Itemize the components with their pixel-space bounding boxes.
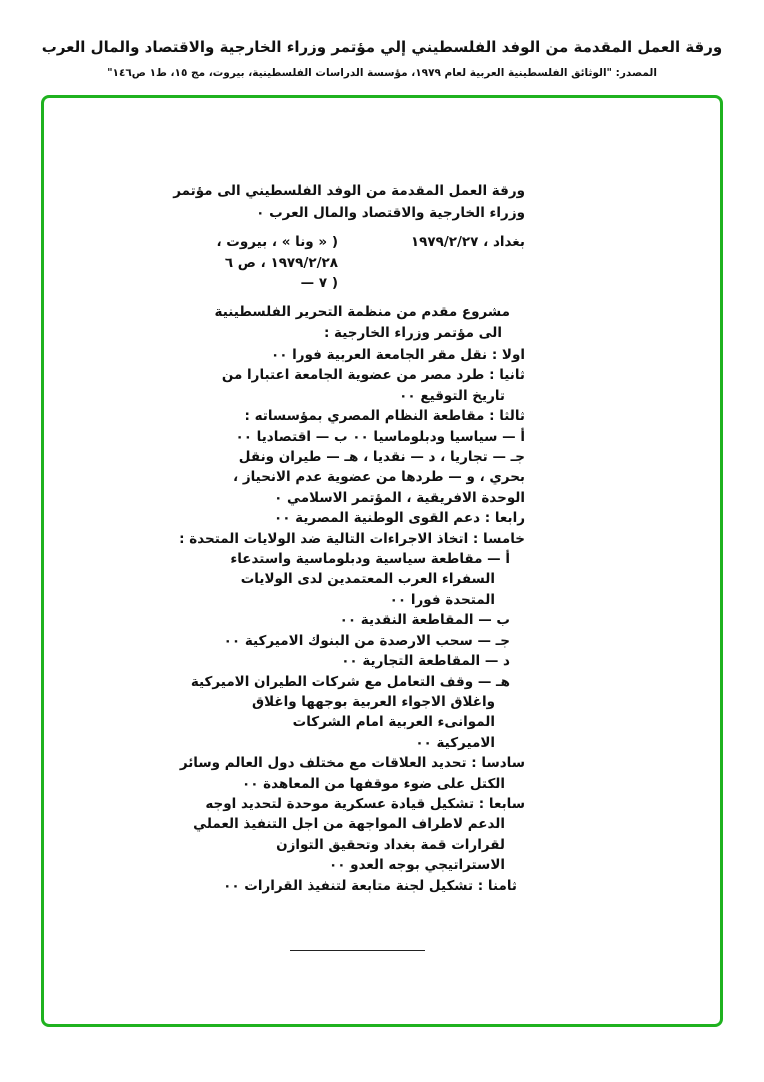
body-line: الاستراتيجي بوجه العدو ٠٠ (329, 857, 505, 874)
body-line: الموانىء العربية امام الشركات (292, 714, 495, 731)
end-rule (290, 950, 425, 951)
body-line: الوحدة الافريقية ، المؤتمر الاسلامي ٠ (274, 489, 525, 506)
document-body (179, 345, 525, 896)
body-line: هـ — وقف التعامل مع شركات الطيران الاميركية (190, 673, 510, 690)
body-line: بحري ، و — طردها من عضوية عدم الانحياز ، (233, 469, 525, 486)
body-line: جـ — تجاريا ، د — نقديا ، هـ — طيران ونقل (238, 449, 525, 466)
body-line: أ — سياسيا ودبلوماسيا ٠٠ ب — اقتصاديا ٠٠ (235, 428, 525, 445)
section-heading (215, 302, 510, 344)
body-line: ثامنا : تشكيل لجنة متابعة لتنفيذ القرارات ٠٠ (223, 877, 517, 894)
page-title: ورقة العمل المقدمة من الوفد الفلسطيني إلي مؤتمر وزراء الخارجية والاقتصاد والمال العرب (41, 38, 723, 56)
citation-line: ( ٧ — (300, 275, 338, 291)
body-line: الدعم لاطراف المواجهة من اجل التنفيذ العملي (193, 816, 505, 833)
body-line: لقرارات قمة بغداد وتحقيق التوازن (276, 836, 505, 853)
heading-line: مشروع مقدم من منظمة التحرير الفلسطينية (214, 304, 510, 320)
body-line: اولا : نقل مقر الجامعة العربية فورا ٠٠ (270, 347, 525, 363)
body-line: تاريخ التوقيع ٠٠ (399, 387, 505, 404)
dateline-text: بغداد ، ١٩٧٩/٢/٢٧ (410, 234, 525, 250)
body-line: ثانيا : طرد مصر من عضوية الجامعة اعتبارا من (221, 367, 525, 384)
body-line: رابعا : دعم القوى الوطنية المصرية ٠٠ (273, 510, 525, 527)
source-citation: المصدر: "الوثائق الفلسطينية العربية لعام ١٩٧٩، مؤسسة الدراسات الفلسطينية، بيروت، مج ١٥، ط١ ص١٤٦" (107, 67, 657, 79)
citation (215, 232, 338, 294)
title-line: وزراء الخارجية والاقتصاد والمال العرب ٠ (256, 205, 525, 221)
body-line: سابعا : تشكيل قيادة عسكرية موحدة لتحديد اوجه (205, 795, 525, 812)
body-line: المتحدة فورا ٠٠ (389, 591, 495, 608)
body-line: السفراء العرب المعتمدين لدى الولايات (240, 571, 495, 588)
document-title (173, 180, 525, 224)
body-line: سادسا : تحديد العلاقات مع مختلف دول العالم وسائر (179, 755, 525, 772)
body-line: جـ — سحب الارصدة من البنوك الاميركية ٠٠ (223, 632, 510, 649)
body-line: ب — المقاطعة النقدية ٠٠ (339, 612, 510, 629)
body-line: الكتل على ضوء موقفها من المعاهدة ٠٠ (241, 775, 505, 792)
body-line: أ — مقاطعة سياسية ودبلوماسية واستدعاء (230, 551, 510, 568)
heading-line: الى مؤتمر وزراء الخارجية : (323, 325, 502, 341)
title-line: ورقة العمل المقدمة من الوفد الفلسطيني الى مؤتمر (173, 183, 525, 199)
citation-line: ١٩٧٩/٢/٢٨ ، ص ٦ (224, 254, 338, 271)
body-line: الاميركية ٠٠ (415, 734, 495, 751)
body-line: ثالثا : مقاطعة النظام المصري بمؤسساته : (244, 408, 525, 425)
body-line: خامسا : اتخاذ الاجراءات التالية ضد الولايات المتحدة : (179, 530, 525, 547)
citation-line: ( « ونا » ، بيروت ، (216, 234, 338, 250)
body-line: د — المقاطعة التجارية ٠٠ (341, 653, 510, 670)
body-line: واغلاق الاجواء العربية بوجهها واغلاق (252, 693, 495, 710)
